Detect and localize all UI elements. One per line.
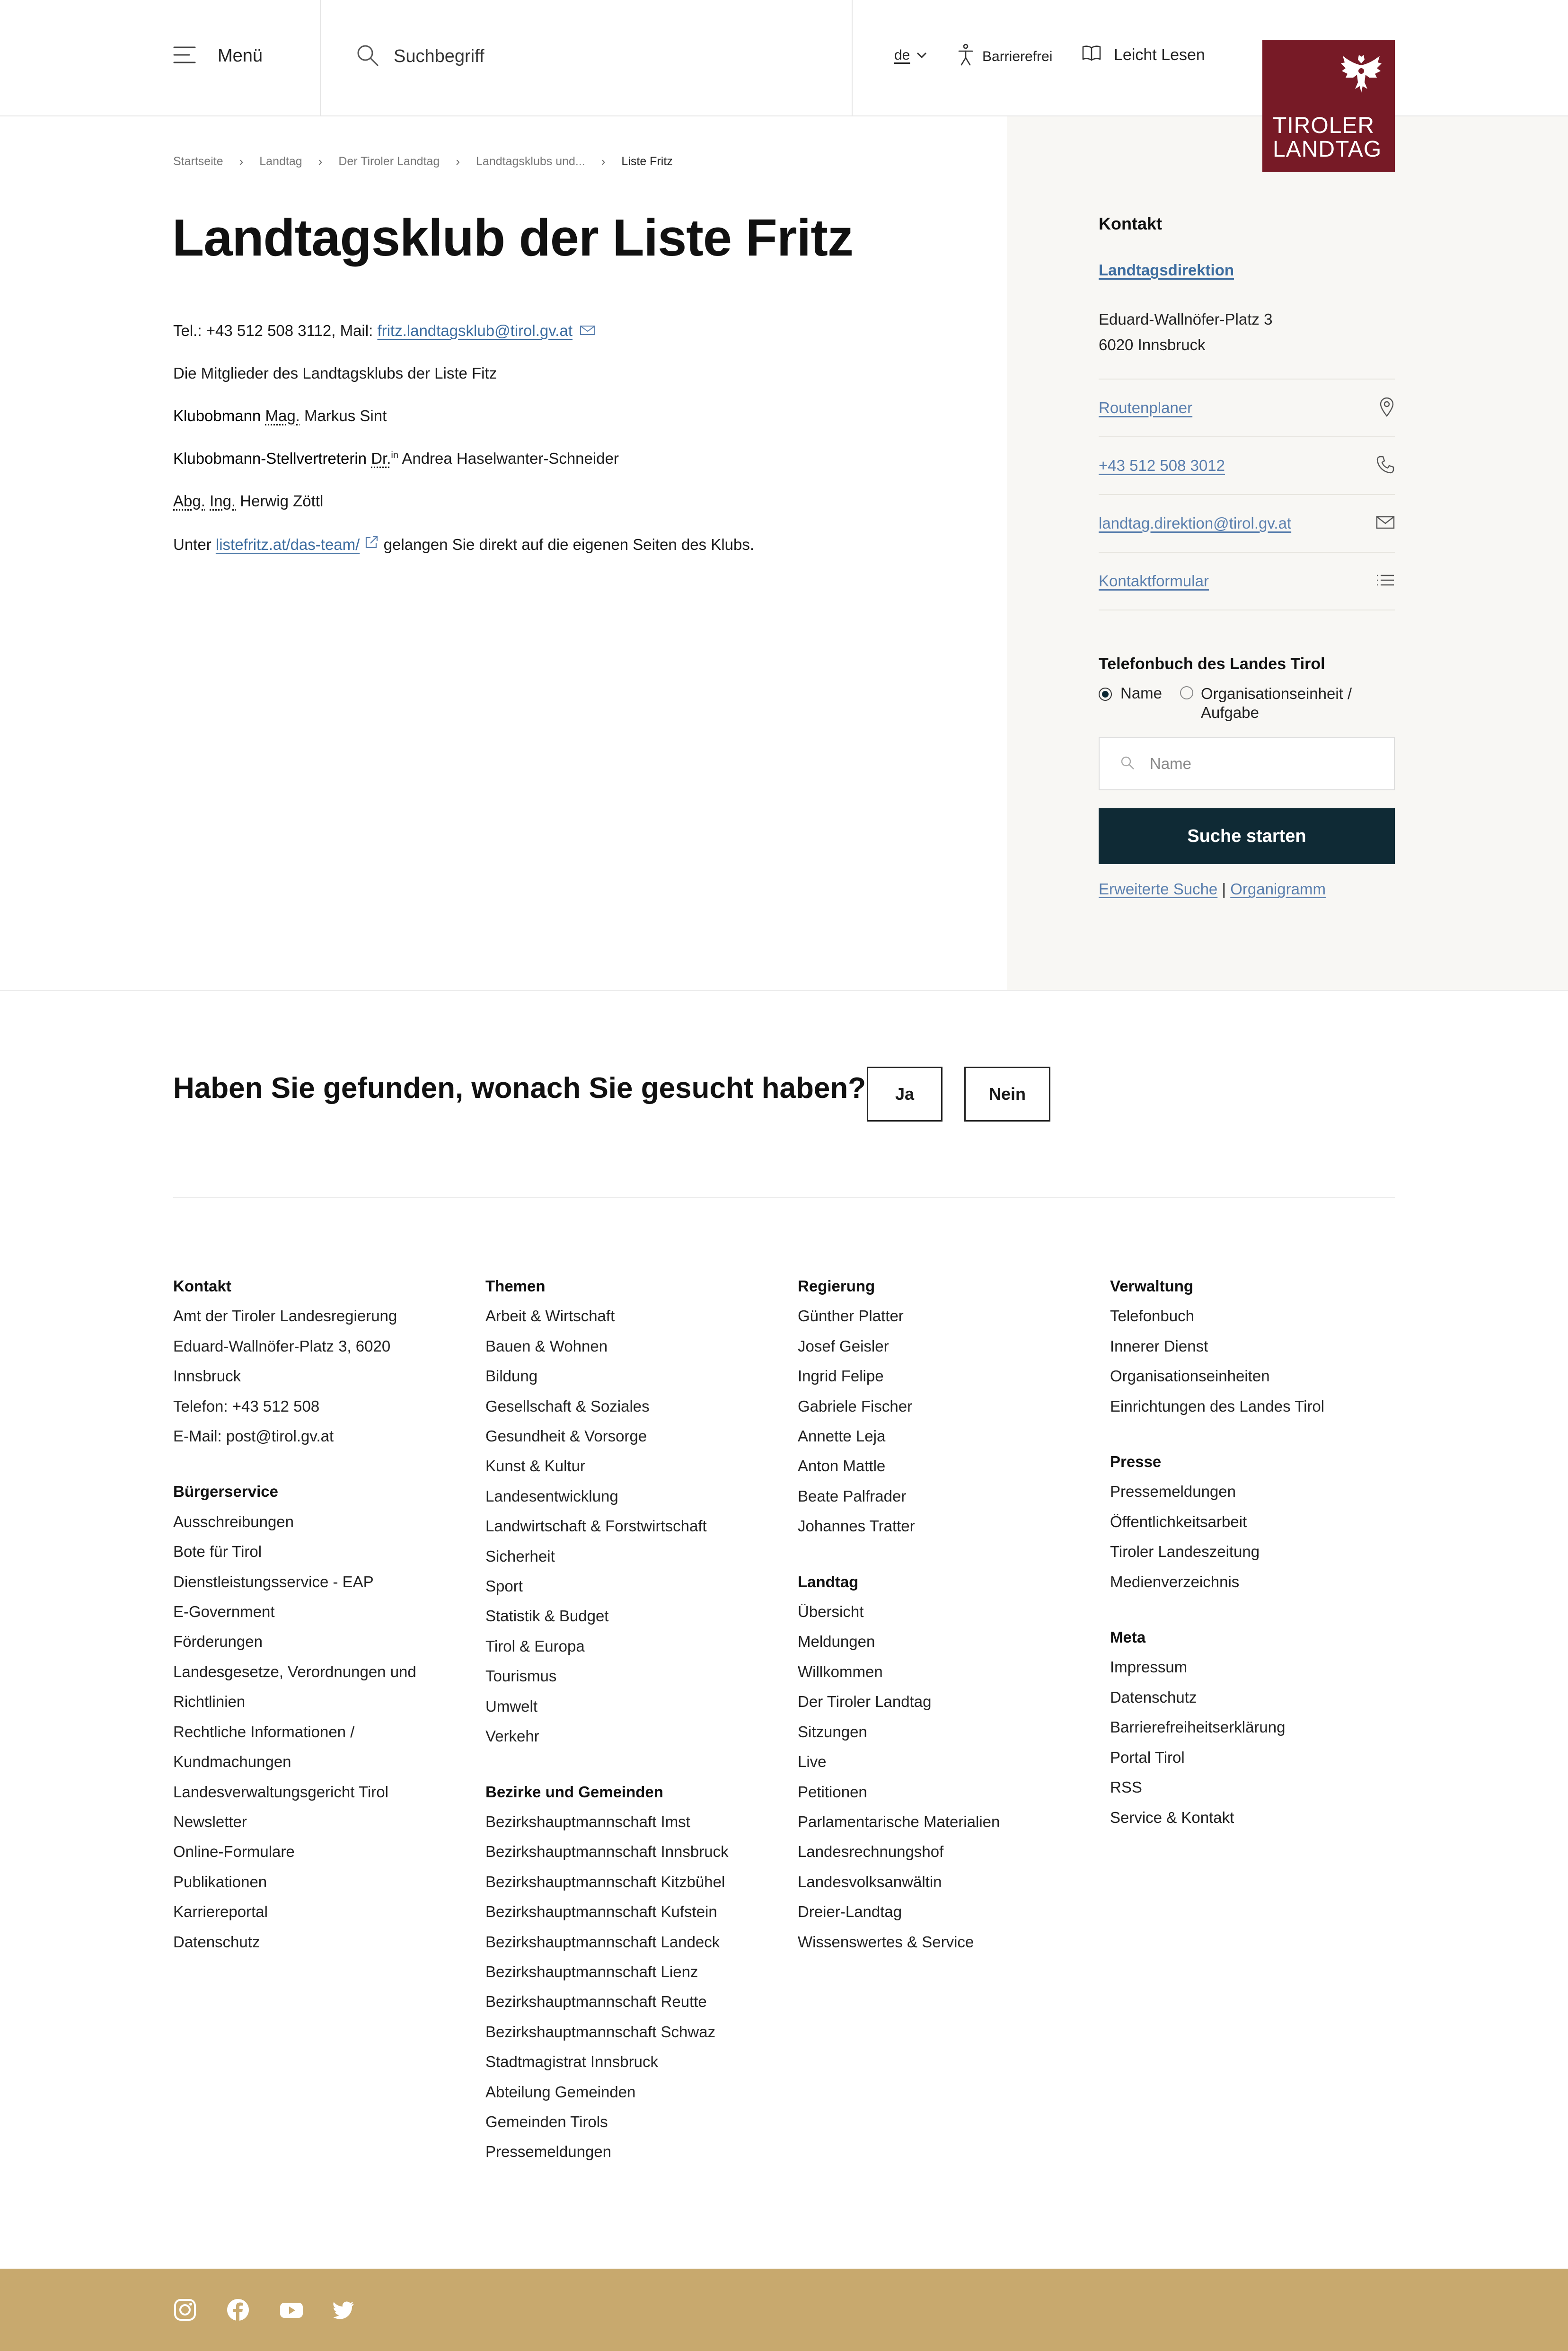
footer-section-title: Regierung	[798, 1277, 875, 1295]
breadcrumb-item[interactable]: Landtag	[259, 155, 302, 168]
chevron-right-icon: ›	[318, 154, 323, 168]
footer-link[interactable]: RSS	[1110, 1778, 1142, 1796]
feedback-yes-button[interactable]: Ja	[867, 1067, 943, 1122]
kontaktformular-link[interactable]: Kontaktformular	[1099, 572, 1209, 590]
footer-section	[485, 1271, 769, 1751]
tiroler-landtag-logo[interactable]	[1262, 40, 1395, 172]
sidebar-address	[1099, 307, 1272, 358]
footer-link[interactable]: Tourismus	[485, 1667, 557, 1685]
footer-link[interactable]: Portal Tirol	[1110, 1748, 1185, 1766]
routenplaner-link[interactable]: Routenplaner	[1099, 399, 1193, 416]
footer-link[interactable]: Rechtliche Informationen /	[173, 1723, 355, 1741]
footer-link[interactable]: Gesellschaft & Soziales	[485, 1397, 650, 1415]
contact-prefix: Tel.: +43 512 508 3112, Mail:	[173, 322, 378, 339]
search-placeholder: Suchbegriff	[394, 46, 484, 66]
youtube-icon[interactable]	[279, 2298, 304, 2324]
title-suffix: in	[391, 450, 398, 460]
tyrolean-eagle-icon	[1339, 49, 1383, 99]
footer-link[interactable]: Willkommen	[798, 1662, 883, 1680]
footer-link[interactable]: Landesverwaltungsgericht Tirol	[173, 1783, 388, 1801]
footer-link[interactable]: Anton Mattle	[798, 1457, 886, 1475]
academic-title: Mag.	[265, 407, 300, 424]
footer-section	[1110, 1622, 1394, 1832]
social-bar	[0, 2269, 1568, 2351]
phonebook-extra-links	[1099, 880, 1326, 898]
footer-link[interactable]: Öffentlichkeitsarbeit	[1110, 1512, 1247, 1530]
footer-link[interactable]: Förderungen	[173, 1633, 263, 1651]
footer-link[interactable]: Telefonbuch	[1110, 1307, 1194, 1325]
address-line: Eduard-Wallnöfer-Platz 3	[1099, 310, 1273, 328]
footer-column	[485, 1271, 769, 2192]
radio-option-organisation[interactable]	[1180, 684, 1352, 722]
chevron-down-icon	[916, 47, 928, 63]
member-line	[173, 492, 323, 510]
footer-link[interactable]: Pressemeldungen	[1110, 1483, 1236, 1501]
footer-link[interactable]: Landesrechnungshof	[798, 1843, 944, 1861]
footer-link[interactable]: Landwirtschaft & Forstwirtschaft	[485, 1517, 707, 1535]
list-icon	[1376, 573, 1395, 590]
routenplaner-row[interactable]	[1099, 379, 1395, 436]
footer-link[interactable]: Meldungen	[798, 1633, 875, 1651]
menu-label: Menü	[218, 46, 263, 66]
chevron-right-icon: ›	[239, 154, 244, 168]
sidebar-title: Kontakt	[1099, 214, 1162, 233]
listefritz-link[interactable]: listefritz.at/das-team/	[215, 536, 360, 553]
footer-link[interactable]: Arbeit & Wirtschaft	[485, 1307, 615, 1325]
footer-link[interactable]: Karriereportal	[173, 1903, 268, 1921]
address-line: 6020 Innsbruck	[1099, 336, 1206, 354]
academic-title: Abg.	[173, 492, 205, 510]
footer-link[interactable]: Ingrid Felipe	[798, 1367, 884, 1385]
footer-link[interactable]: Gesundheit & Vorsorge	[485, 1427, 647, 1445]
radio-checked[interactable]	[1099, 688, 1112, 701]
club-email-link[interactable]: fritz.landtagsklub@tirol.gv.at	[377, 322, 573, 339]
breadcrumb-current: Liste Fritz	[621, 155, 673, 168]
footer-link[interactable]: Beate Palfrader	[798, 1487, 907, 1505]
member-line	[173, 450, 619, 468]
chevron-right-icon: ›	[601, 154, 606, 168]
footer-section-title: Landtag	[798, 1573, 859, 1591]
phone-icon	[1376, 455, 1395, 477]
footer-link[interactable]: Pressemeldungen	[485, 2143, 611, 2161]
footer-link[interactable]: Sitzungen	[798, 1723, 867, 1741]
logo-line1: TIROLER	[1273, 113, 1375, 138]
footer-link[interactable]: Bezirkshauptmannschaft Landeck	[485, 1933, 720, 1951]
footer-link[interactable]: Sicherheit	[485, 1547, 555, 1565]
footer-link[interactable]: Bote für Tirol	[173, 1543, 262, 1561]
landtagsdirektion-link[interactable]: Landtagsdirektion	[1099, 261, 1234, 279]
footer-column	[1110, 1271, 1394, 1858]
footer-link[interactable]: Petitionen	[798, 1783, 867, 1801]
footer-section-title: Bezirke und Gemeinden	[485, 1783, 663, 1801]
mail-icon	[580, 322, 596, 339]
footer-section	[1110, 1271, 1394, 1421]
footer-link[interactable]: Newsletter	[173, 1812, 247, 1830]
footer-link[interactable]: Verkehr	[485, 1727, 539, 1745]
footer-link[interactable]: Johannes Tratter	[798, 1517, 915, 1535]
footer-link[interactable]: Service & Kontakt	[1110, 1808, 1234, 1826]
footer-link[interactable]: Impressum	[1110, 1658, 1188, 1676]
breadcrumb-item[interactable]: Startseite	[173, 155, 223, 168]
footer-link[interactable]: Wissenswertes & Service	[798, 1933, 974, 1951]
link-prefix: Unter	[173, 536, 216, 553]
footer-link[interactable]: Einrichtungen des Landes Tirol	[1110, 1397, 1325, 1415]
leicht-lesen-link[interactable]	[1082, 44, 1205, 66]
footer-section	[798, 1567, 1082, 1957]
footer-link[interactable]: Innsbruck	[173, 1367, 241, 1385]
phonebook-title: Telefonbuch des Landes Tirol	[1099, 655, 1325, 673]
barrierefrei-link[interactable]	[958, 44, 1052, 70]
radio-unchecked[interactable]	[1180, 686, 1193, 699]
footer-link[interactable]: Ausschreibungen	[173, 1512, 294, 1530]
footer-section-title: Bürgerservice	[173, 1483, 278, 1501]
footer-section	[173, 1476, 457, 1957]
footer-link[interactable]: Bezirkshauptmannschaft Reutte	[485, 1993, 707, 2011]
header-search[interactable]	[356, 44, 484, 70]
footer-link[interactable]: Landesvolksanwältin	[798, 1873, 942, 1891]
footer-section-title: Kontakt	[173, 1277, 231, 1295]
footer-link[interactable]: Landesgesetze, Verordnungen und	[173, 1662, 416, 1680]
page-title: Landtagsklub der Liste Fritz	[172, 209, 853, 267]
radio-label	[1201, 684, 1352, 722]
academic-title: Ing.	[210, 492, 236, 510]
footer-link[interactable]: Landesentwicklung	[485, 1487, 618, 1505]
member-role: Klubobmann	[173, 407, 261, 424]
footer-link[interactable]: Tiroler Landeszeitung	[1110, 1543, 1260, 1561]
search-start-button[interactable]: Suche starten	[1099, 808, 1395, 864]
link-suffix: gelangen Sie direkt auf die eigenen Seiten des Klubs.	[379, 536, 755, 553]
footer-link[interactable]: Bildung	[485, 1367, 538, 1385]
phone-link[interactable]: +43 512 508 3012	[1099, 457, 1225, 474]
link-separator: |	[1222, 880, 1226, 898]
accessibility-icon	[958, 44, 974, 70]
facebook-icon[interactable]	[226, 2298, 250, 2324]
header-divider	[852, 0, 853, 115]
logo-line2: LANDTAG	[1273, 137, 1382, 162]
footer-link[interactable]: E-Mail: post@tirol.gv.at	[173, 1427, 334, 1445]
academic-title: Dr.	[371, 450, 391, 467]
footer-link[interactable]: Datenschutz	[173, 1933, 260, 1951]
phone-row[interactable]	[1099, 436, 1395, 494]
phonebook-name-input[interactable]	[1149, 754, 1378, 773]
footer-section-title: Verwaltung	[1110, 1277, 1194, 1295]
instagram-icon[interactable]	[173, 2298, 197, 2324]
radio-label-line: Aufgabe	[1201, 704, 1259, 721]
language-select[interactable]	[894, 47, 928, 63]
footer-link[interactable]: Übersicht	[798, 1603, 864, 1621]
footer-link[interactable]: Datenschutz	[1110, 1688, 1197, 1706]
member-line	[173, 407, 387, 425]
radio-option-name[interactable]	[1099, 684, 1162, 702]
footer-section	[1110, 1447, 1394, 1597]
footer-link[interactable]: Telefon: +43 512 508	[173, 1397, 320, 1415]
phonebook-search-field[interactable]	[1099, 737, 1395, 790]
footer-link[interactable]: Bezirkshauptmannschaft Kitzbühel	[485, 1873, 725, 1891]
external-link-line	[173, 535, 754, 554]
organigramm-link[interactable]: Organigramm	[1230, 880, 1326, 898]
search-icon	[356, 44, 379, 70]
footer-link[interactable]: Statistik & Budget	[485, 1607, 609, 1625]
breadcrumb-item[interactable]: Der Tiroler Landtag	[338, 155, 440, 168]
footer-link[interactable]: Gemeinden Tirols	[485, 2112, 608, 2130]
footer-link[interactable]: Kunst & Kultur	[485, 1457, 585, 1475]
footer-link[interactable]: Eduard-Wallnöfer-Platz 3, 6020	[173, 1337, 391, 1355]
footer-section-title: Presse	[1110, 1453, 1162, 1471]
footer-link[interactable]: Umwelt	[485, 1697, 538, 1715]
footer-link[interactable]: Publikationen	[173, 1873, 267, 1891]
barrierefrei-label: Barrierefrei	[982, 49, 1053, 64]
footer-link[interactable]: Dienstleistungsservice - EAP	[173, 1573, 374, 1591]
footer-link[interactable]: Sport	[485, 1577, 523, 1595]
footer-link[interactable]: Gabriele Fischer	[798, 1397, 913, 1415]
section-divider	[0, 990, 1568, 991]
language-value: de	[894, 47, 910, 63]
footer-link[interactable]: Josef Geisler	[798, 1337, 889, 1355]
book-icon	[1082, 44, 1101, 66]
breadcrumb-item[interactable]: Landtagsklubs und...	[476, 155, 585, 168]
header-divider	[320, 0, 321, 115]
footer-column	[173, 1271, 457, 1982]
footer-section-title: Themen	[485, 1277, 546, 1295]
footer-link[interactable]: Live	[798, 1753, 827, 1771]
footer-link[interactable]: Günther Platter	[798, 1307, 904, 1325]
hamburger-icon	[173, 45, 197, 67]
member-name: Markus Sint	[304, 407, 387, 424]
direktion-email-link[interactable]: landtag.direktion@tirol.gv.at	[1099, 514, 1292, 532]
search-icon	[1120, 756, 1135, 772]
footer-link[interactable]: Innerer Dienst	[1110, 1337, 1208, 1355]
footer-section	[485, 1777, 769, 2167]
footer-link[interactable]: Bezirkshauptmannschaft Lienz	[485, 1962, 698, 1980]
footer-link[interactable]: Kundmachungen	[173, 1753, 291, 1771]
footer-link[interactable]: Dreier-Landtag	[798, 1903, 902, 1921]
feedback-no-button[interactable]: Nein	[964, 1067, 1050, 1122]
footer-link[interactable]: Parlamentarische Materialien	[798, 1812, 1000, 1830]
feedback-question: Haben Sie gefunden, wonach Sie gesucht haben?	[173, 1072, 866, 1105]
mail-icon	[1376, 515, 1395, 532]
external-link-icon	[364, 536, 379, 553]
member-name: Herwig Zöttl	[240, 492, 324, 510]
footer-link[interactable]: Amt der Tiroler Landesregierung	[173, 1307, 397, 1325]
email-row[interactable]	[1099, 494, 1395, 552]
footer-link[interactable]: Annette Leja	[798, 1427, 886, 1445]
breadcrumb	[173, 154, 673, 169]
extended-search-link[interactable]: Erweiterte Suche	[1099, 880, 1218, 898]
footer-divider	[173, 1197, 1395, 1198]
map-pin-icon	[1379, 397, 1395, 419]
menu-button[interactable]	[173, 45, 263, 67]
footer-column	[798, 1271, 1082, 1982]
footer-link[interactable]: Bauen & Wohnen	[485, 1337, 608, 1355]
footer-section	[798, 1271, 1082, 1541]
footer-section-title: Meta	[1110, 1628, 1146, 1646]
footer-link[interactable]: E-Government	[173, 1603, 275, 1621]
twitter-icon[interactable]	[332, 2298, 356, 2324]
footer-link[interactable]: Richtlinien	[173, 1693, 246, 1711]
member-role: Klubobmann-Stellvertreterin	[173, 450, 367, 467]
leicht-lesen-label: Leicht Lesen	[1114, 46, 1205, 64]
member-name: Andrea Haselwanter-Schneider	[402, 450, 619, 467]
radio-label-line: Organisationseinheit /	[1201, 685, 1352, 702]
members-heading: Die Mitglieder des Landtagsklubs der Liste Fitz	[173, 364, 497, 382]
footer-link[interactable]: Abteilung Gemeinden	[485, 2083, 636, 2101]
footer-link[interactable]: Tirol & Europa	[485, 1637, 585, 1655]
footer-link[interactable]: Bezirkshauptmannschaft Innsbruck	[485, 1843, 729, 1861]
footer-link[interactable]: Bezirkshauptmannschaft Kufstein	[485, 1903, 717, 1921]
kontaktformular-row[interactable]	[1099, 552, 1395, 610]
footer-link[interactable]: Barrierefreiheitserklärung	[1110, 1718, 1286, 1736]
footer-link[interactable]: Stadtmagistrat Innsbruck	[485, 2053, 658, 2071]
chevron-right-icon: ›	[456, 154, 460, 168]
radio-label: Name	[1120, 684, 1163, 702]
contact-line	[173, 322, 596, 340]
footer-section	[173, 1271, 457, 1451]
footer-link[interactable]: Bezirkshauptmannschaft Imst	[485, 1812, 690, 1830]
footer-link[interactable]: Bezirkshauptmannschaft Schwaz	[485, 2023, 716, 2041]
footer-link[interactable]: Organisationseinheiten	[1110, 1367, 1270, 1385]
footer-link[interactable]: Online-Formulare	[173, 1843, 295, 1861]
footer-link[interactable]: Der Tiroler Landtag	[798, 1693, 932, 1711]
footer-link[interactable]: Medienverzeichnis	[1110, 1573, 1240, 1591]
